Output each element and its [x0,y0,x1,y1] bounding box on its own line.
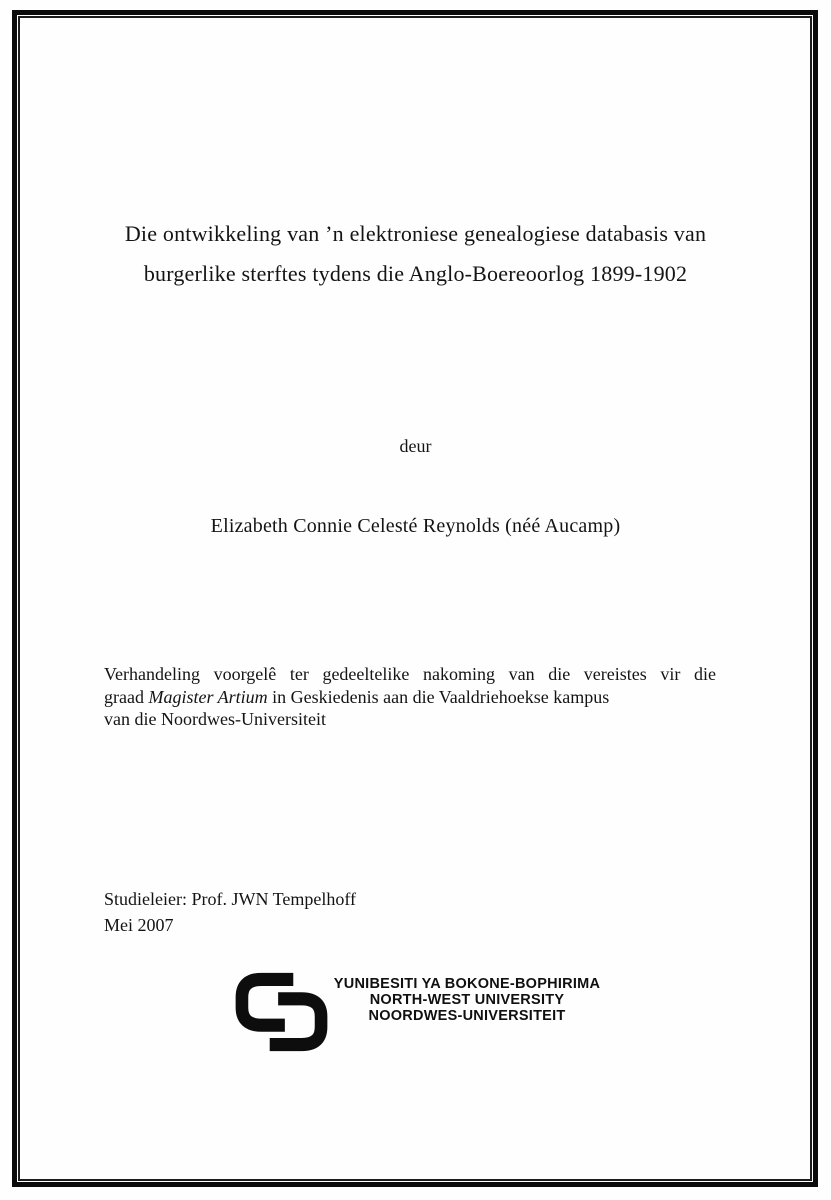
logo-line-afrikaans: NOORDWES-UNIVERSITEIT [368,1008,566,1024]
thesis-title-line2: burgerlike sterftes tydens die Anglo-Boereoorlog 1899-1902 [143,261,688,286]
statement-line1: Verhandeling voorgelê ter gedeeltelike nakoming van die vereistes vir die [104,664,716,684]
supervisor-block [104,886,356,938]
logo-line-setswana: YUNIBESITI YA BOKONE-BOPHIRIMA [333,976,601,992]
degree-name-italic: Magister Artium [148,686,268,707]
university-logo [0,968,831,1056]
statement-line2-suffix: in Geskiedenis aan die Vaaldriehoekse kampus [267,686,610,707]
thesis-title [60,214,771,294]
thesis-title-line1: Die ontwikkeling van ’n elektroniese genealogiese databasis van [124,221,707,246]
nwu-logo-icon [231,968,332,1056]
date-line: Mei 2007 [104,915,174,935]
author-name: Elizabeth Connie Celesté Reynolds (néé Aucamp) [210,515,621,537]
statement-line2 [104,687,609,707]
university-logo-text [334,968,600,1024]
statement-line3: van die Noordwes-Universiteit [104,709,326,729]
logo-line-english: NORTH-WEST UNIVERSITY [369,992,565,1008]
supervisor-line: Studieleier: Prof. JWN Tempelhoff [104,889,357,909]
statement-line2-prefix: graad [104,686,149,707]
submission-statement [104,663,716,731]
byline-deur: deur [399,436,432,456]
